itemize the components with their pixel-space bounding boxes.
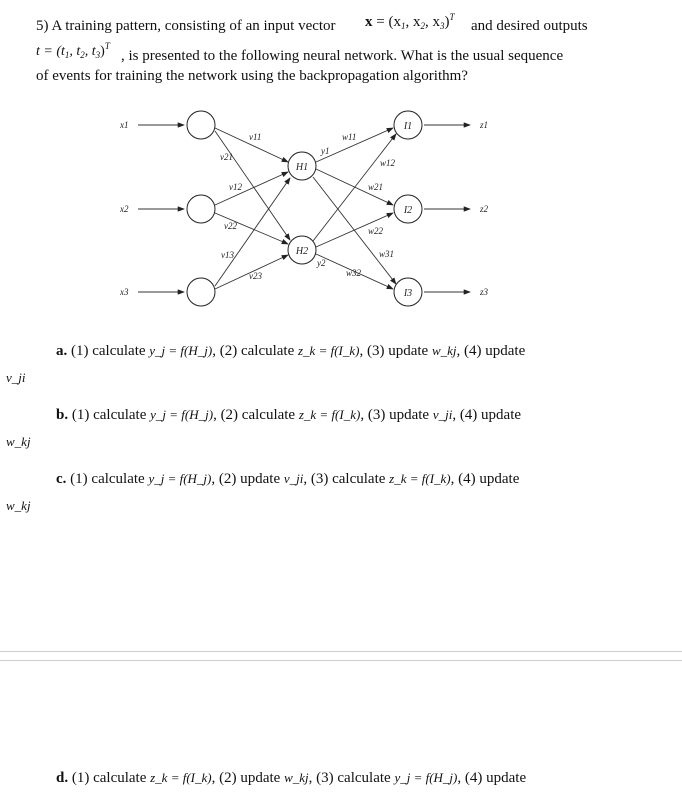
option-a-formula4: v_ji [6,370,26,385]
label-w11: w11 [342,132,357,142]
option-a-formula1: y_j = f(H_j) [149,343,213,358]
option-d-step4: , (4) update [457,770,527,786]
vec-t-transpose: T [104,41,110,51]
option-c[interactable] [56,471,519,488]
label-v13: v13 [221,250,234,260]
option-c-formula1: y_j = f(H_j) [148,471,212,486]
label-z2: z2 [480,204,489,214]
label-i2: I2 [403,205,413,216]
input-node-2 [187,195,215,223]
option-b[interactable] [56,407,521,424]
question-number: 5) [36,18,49,34]
vec-x-symbol: x [365,14,373,30]
label-v21: v21 [220,152,233,162]
option-a-formula2: z_k = f(I_k) [298,343,360,358]
option-c-step2: , (2) update [211,471,281,487]
option-a[interactable] [56,343,525,360]
neural-network-diagram [0,0,682,320]
option-d-formula2: w_kj [284,770,309,785]
option-c-formula2: v_ji [283,471,304,486]
separator-bottom [0,660,682,661]
option-a-step2: , (2) calculate [212,343,295,359]
label-z3: z3 [480,287,489,297]
option-b-formula3: v_ji [432,407,453,422]
option-d-step3: , (3) calculate [308,770,391,786]
vec-t-rest2: , t [84,44,96,59]
option-b-step4: , (4) update [452,407,522,423]
label-i1: I1 [403,121,413,132]
option-a-letter: a. [56,343,68,359]
label-x2: x2 [120,204,129,214]
label-v23: v23 [249,271,262,281]
option-c-step1: (1) calculate [70,471,145,487]
label-y1: y1 [321,146,330,156]
separator-top [0,651,682,652]
option-d-letter: d. [56,770,69,786]
edge-x2-h1 [215,172,288,205]
option-a-formula3: w_kj [431,343,457,358]
input-node-3 [187,278,215,306]
question-text-a: A training pattern, consisting of an input vector [51,18,336,34]
vec-x-rest2: , x [424,14,440,30]
option-d-step1: (1) calculate [71,770,147,786]
label-v22: v22 [224,221,237,231]
vec-x-rest: , x [405,14,421,30]
vec-t-rest: , t [69,44,81,59]
label-w31: w31 [379,249,395,259]
label-w32: w32 [346,268,362,278]
label-z1: z1 [480,120,489,130]
edge-x3-h1 [215,178,290,286]
option-b-formula1: y_j = f(H_j) [150,407,214,422]
vec-t-lhs: t = (t [36,44,65,59]
option-a-step1: (1) calculate [71,343,146,359]
option-c-step3: , (3) calculate [303,471,386,487]
label-v12: v12 [229,182,242,192]
option-c-formula4: w_kj [6,498,31,513]
label-v11: v11 [249,132,262,142]
label-h1: H1 [295,162,309,173]
label-x3: x3 [120,287,129,297]
option-c-formula3: z_k = f(I_k) [389,471,451,486]
label-y2: y2 [317,258,326,268]
option-b-step2: , (2) calculate [213,407,296,423]
label-w12: w12 [380,158,396,168]
question-line-2: , is presented to the following neural network. What is the usual sequence [121,48,564,64]
label-w21: w21 [368,182,384,192]
question-text-b: and desired outputs [471,18,588,34]
label-x1: x1 [120,120,129,130]
input-node-1 [187,111,215,139]
option-c-letter: c. [56,471,67,487]
label-h2: H2 [295,246,309,257]
label-w22: w22 [368,226,384,236]
option-a-step4: , (4) update [456,343,526,359]
option-d-formula3: y_j = f(H_j) [394,770,458,785]
input-vector-formula: $x = (x_1$, $x_2$, $x_3)^T$ [365,12,455,31]
option-c-step4: , (4) update [450,471,520,487]
vec-x-transpose: T [449,12,455,22]
option-b-formula4: w_kj [6,434,31,449]
option-b-step1: (1) calculate [71,407,147,423]
vec-t-close: ) [100,44,105,59]
vec-x-rhs: = (x [376,14,401,30]
vec-x-close: ) [444,14,450,30]
option-b-formula2: z_k = f(I_k) [298,407,361,422]
option-d-formula1: z_k = f(I_k) [150,770,212,785]
option-a-step3: , (3) update [359,343,429,359]
label-i3: I3 [403,288,413,299]
target-vector-formula: $t = (t_1$, $t_2$, $t_3)^T$ [36,41,110,60]
option-b-letter: b. [56,407,69,423]
option-b-step3: , (3) update [360,407,430,423]
question-line-3: of events for training the network using the backpropagation algorithm? [36,68,468,84]
option-d[interactable] [56,770,526,787]
option-d-step2: , (2) update [211,770,281,786]
